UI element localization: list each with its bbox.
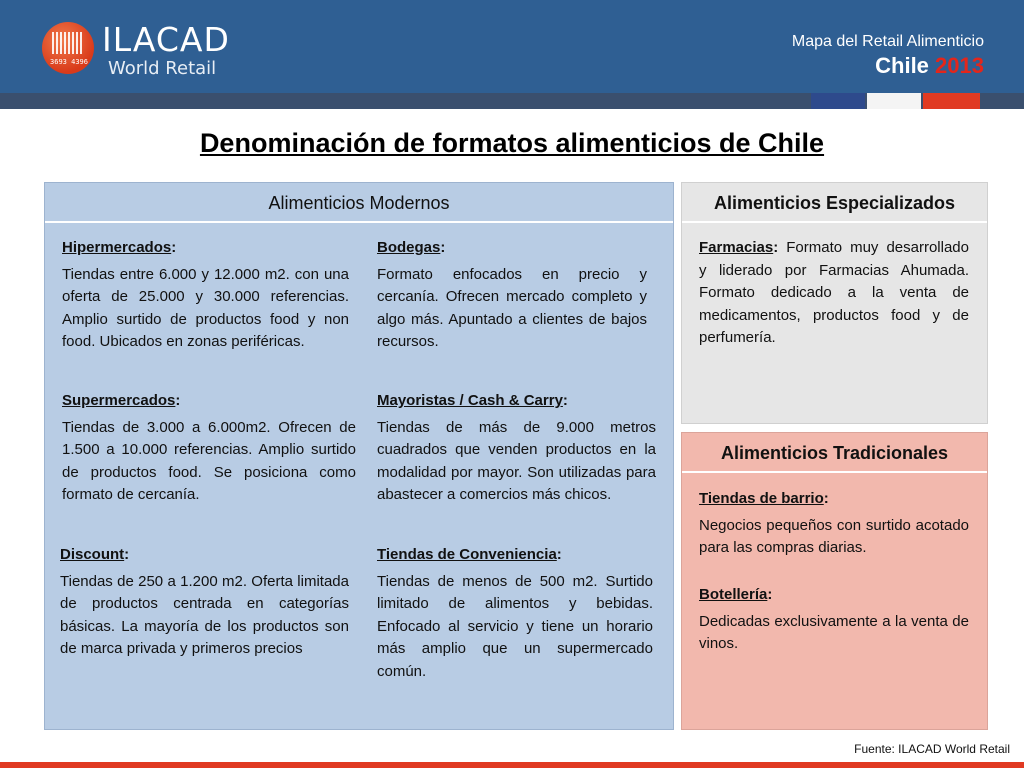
panel-specialized-header: Alimenticios Especializados (682, 183, 987, 223)
source-note: Fuente: ILACAD World Retail (854, 742, 1010, 756)
format-heading: Bodegas: (377, 239, 446, 256)
format-bodegas (377, 237, 647, 354)
format-heading: Tiendas de Conveniencia: (377, 546, 562, 563)
header-country: Chile (875, 53, 929, 78)
format-discount (60, 544, 349, 661)
page-title: Denominación de formatos alimenticios de Chile (199, 128, 825, 158)
flag-stripe-white (867, 93, 921, 109)
barcode-icon (52, 32, 84, 54)
bottom-accent-line (0, 762, 1024, 768)
header-line2 (792, 53, 984, 79)
format-description: Negocios pequeños con surtido acotado para las compras diarias. (699, 516, 969, 556)
format-botelleria (699, 584, 969, 656)
format-heading: Mayoristas / Cash & Carry: (377, 392, 568, 409)
format-conveniencia (377, 544, 653, 683)
header-line1: Mapa del Retail Alimenticio (791, 33, 984, 50)
header-year: 2013 (935, 53, 984, 78)
logo-subtitle: World Retail (108, 58, 217, 79)
logo-number: 3693 4396 (50, 58, 88, 66)
format-farmacias (699, 237, 969, 350)
barcode-globe-icon (42, 22, 94, 74)
format-description: Dedicadas exclusivamente a la venta de vinos. (699, 612, 969, 652)
panel-traditional (681, 432, 988, 730)
flag-stripe-red (923, 93, 980, 109)
format-description: Tiendas de más de 9.000 metros cuadrados que venden productos en la modalidad por mayor. Son utilizadas para abastecer a comercios más chicos. (377, 418, 656, 503)
format-heading: Botellería: (699, 586, 773, 603)
format-heading: Supermercados: (62, 392, 181, 409)
format-supermercados (62, 390, 356, 507)
header-caption (792, 33, 984, 79)
logo-title: ILACAD (102, 20, 230, 59)
format-heading: Discount: (60, 546, 130, 563)
format-description: Tiendas de 3.000 a 6.000m2. Ofrecen de 1.500 a 10.000 referencias. Amplio surtido de productos food. Se posiciona como formato de cercanía. (62, 418, 356, 503)
format-hipermercados (62, 237, 349, 354)
format-tiendas-barrio (699, 488, 969, 560)
flag-stripe-blue (811, 93, 865, 109)
format-description: Tiendas entre 6.000 y 12.000 m2. con una oferta de 25.000 y 30.000 referencias. Amplio surtido de productos food y non food. Ubicados en zonas periféricas. (62, 265, 349, 350)
format-mayoristas (377, 390, 656, 507)
format-description: Farmacias: Formato muy desarrollado y liderado por Farmacias Ahumada. Formato dedicado a la venta de medicamentos, productos food y de perfumería. (699, 239, 969, 346)
format-description: Tiendas de menos de 500 m2. Surtido limitado de alimentos y bebidas. Enfocado al servicio y tiene un horario más amplio que un supermercado común. (377, 572, 653, 680)
panel-modern-header: Alimenticios Modernos (45, 183, 673, 223)
format-description: Formato enfocados en precio y cercanía. Ofrecen mercado completo y algo más. Apuntado a clientes de bajos recursos. (377, 265, 647, 350)
format-heading: Hipermercados: (62, 239, 177, 256)
format-description: Tiendas de 250 a 1.200 m2. Oferta limitada de productos centrada en categorías básicas. La mayoría de los productos son de marca privada y primeros precios (60, 572, 349, 657)
ilacad-logo (42, 22, 242, 82)
format-heading: Tiendas de barrio: (699, 490, 829, 507)
panel-traditional-header: Alimenticios Tradicionales (682, 433, 987, 473)
